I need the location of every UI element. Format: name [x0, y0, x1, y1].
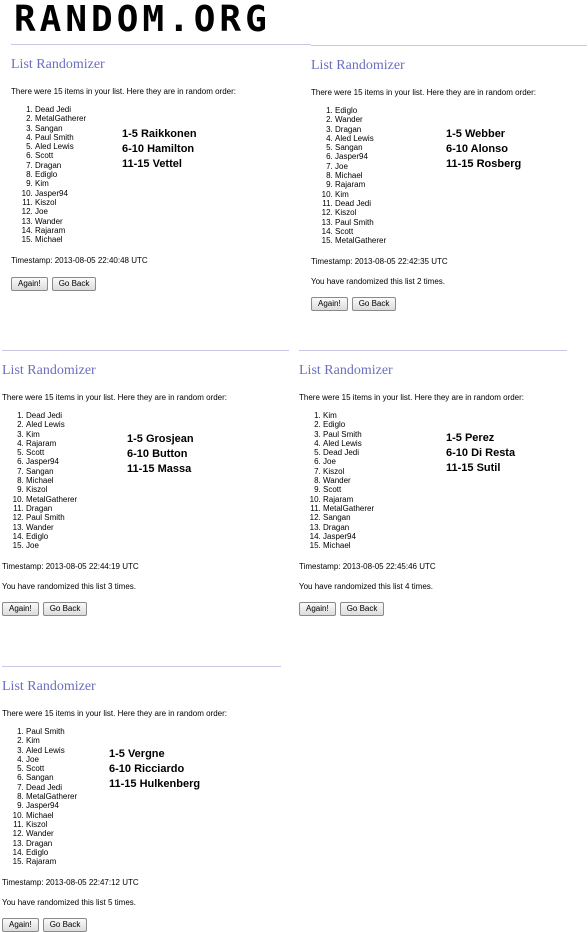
list-item: 7. Joe — [335, 162, 587, 171]
list-item: 13. Paul Smith — [335, 218, 587, 227]
randomize-count: You have randomized this list 5 times. — [2, 898, 136, 908]
list-item: 10. Rajaram — [323, 495, 567, 504]
page-title: List Randomizer — [311, 58, 405, 73]
timestamp: Timestamp: 2013-08-05 22:45:46 UTC — [299, 562, 436, 572]
list-item: 4. Joe — [26, 755, 281, 764]
list-item: 7. Dragan — [35, 161, 311, 170]
list-item: 7. Kiszol — [323, 467, 567, 476]
list-item: 11. Kiszol — [35, 198, 311, 207]
again-button[interactable]: Again! — [11, 277, 48, 291]
list-item: 8. Wander — [323, 476, 567, 485]
list-item: 13. Wander — [35, 217, 311, 226]
button-row — [299, 602, 567, 616]
annotation-drivers-4: 1-5 Perez 6-10 Di Resta 11-15 Sutil — [446, 432, 516, 474]
list-item: 14. Ediglo — [26, 848, 281, 857]
go-back-button[interactable]: Go Back — [340, 602, 385, 616]
list-item: 12. Joe — [35, 207, 311, 216]
list-item: 4. Paul Smith — [35, 133, 311, 142]
list-item: 12. Paul Smith — [26, 513, 289, 522]
list-item: 1. Kim — [323, 411, 567, 420]
page-title: List Randomizer — [2, 679, 96, 694]
randomizer-panel-4 — [299, 350, 567, 616]
randomized-list — [11, 105, 311, 244]
go-back-button[interactable]: Go Back — [352, 297, 397, 311]
intro-text: There were 15 items in your list. Here they are in random order: — [311, 88, 536, 97]
timestamp: Timestamp: 2013-08-05 22:44:19 UTC — [2, 562, 139, 572]
list-item: 1. Dead Jedi — [35, 105, 311, 114]
list-item: 4. Rajaram — [26, 439, 289, 448]
list-item: 2. Aled Lewis — [26, 420, 289, 429]
page-title: List Randomizer — [11, 57, 105, 72]
list-item: 9. Scott — [323, 485, 567, 494]
list-item: 15. MetalGatherer — [335, 236, 587, 245]
list-item: 5. Aled Lewis — [35, 142, 311, 151]
list-item: 5. Scott — [26, 764, 281, 773]
list-item: 1. Dead Jedi — [26, 411, 289, 420]
list-item: 9. Kiszol — [26, 485, 289, 494]
list-item: 6. Scott — [35, 151, 311, 160]
panel-divider — [311, 45, 587, 46]
list-item: 1. Ediglo — [335, 106, 587, 115]
randomized-list — [299, 411, 567, 550]
list-item: 2. Kim — [26, 736, 281, 745]
go-back-button[interactable]: Go Back — [52, 277, 97, 291]
timestamp: Timestamp: 2013-08-05 22:40:48 UTC — [11, 256, 148, 266]
annotation-drivers-1: 1-5 Raikkonen 6-10 Hamilton 11-15 Vettel — [122, 128, 197, 170]
list-item: 15. Michael — [323, 541, 567, 550]
button-row — [2, 918, 281, 932]
list-item: 6. Jasper94 — [26, 457, 289, 466]
panel-divider — [2, 350, 289, 351]
intro-text: There were 15 items in your list. Here they are in random order: — [11, 87, 236, 96]
list-item: 14. Ediglo — [26, 532, 289, 541]
list-item: 13. Dragan — [323, 523, 567, 532]
list-item: 3. Sangan — [35, 124, 311, 133]
page-title: List Randomizer — [299, 363, 393, 378]
list-item: 10. MetalGatherer — [26, 495, 289, 504]
list-item: 14. Rajaram — [35, 226, 311, 235]
go-back-button[interactable]: Go Back — [43, 918, 88, 932]
again-button[interactable]: Again! — [311, 297, 348, 311]
intro-text: There were 15 items in your list. Here they are in random order: — [2, 709, 227, 718]
annotation-drivers-2: 1-5 Webber 6-10 Alonso 11-15 Rosberg — [446, 128, 522, 170]
list-item: 5. Scott — [26, 448, 289, 457]
list-item: 12. Sangan — [323, 513, 567, 522]
list-item: 6. Sangan — [26, 773, 281, 782]
list-item: 3. Dragan — [335, 125, 587, 134]
panel-divider — [11, 44, 311, 45]
again-button[interactable]: Again! — [299, 602, 336, 616]
list-item: 12. Kiszol — [335, 208, 587, 217]
list-item: 15. Rajaram — [26, 857, 281, 866]
list-item: 9. Rajaram — [335, 180, 587, 189]
list-item: 2. Ediglo — [323, 420, 567, 429]
list-item: 13. Wander — [26, 523, 289, 532]
list-item: 14. Scott — [335, 227, 587, 236]
list-item: 10. Michael — [26, 811, 281, 820]
list-item: 3. Aled Lewis — [26, 746, 281, 755]
list-item: 8. MetalGatherer — [26, 792, 281, 801]
button-row — [311, 297, 587, 311]
list-item: 3. Paul Smith — [323, 430, 567, 439]
list-item: 7. Dead Jedi — [26, 783, 281, 792]
list-item: 3. Kim — [26, 430, 289, 439]
intro-text: There were 15 items in your list. Here they are in random order: — [299, 393, 524, 402]
list-item: 11. Kiszol — [26, 820, 281, 829]
list-item: 8. Ediglo — [35, 170, 311, 179]
list-item: 10. Jasper94 — [35, 189, 311, 198]
list-item: 2. Wander — [335, 115, 587, 124]
annotation-drivers-3: 1-5 Grosjean 6-10 Button 11-15 Massa — [127, 433, 194, 475]
button-row — [2, 602, 289, 616]
panel-divider — [299, 350, 567, 351]
list-item: 11. Dead Jedi — [335, 199, 587, 208]
panel-divider — [2, 666, 281, 667]
list-item: 2. MetalGatherer — [35, 114, 311, 123]
list-item: 13. Dragan — [26, 839, 281, 848]
list-item: 11. Dragan — [26, 504, 289, 513]
list-item: 12. Wander — [26, 829, 281, 838]
timestamp: Timestamp: 2013-08-05 22:42:35 UTC — [311, 257, 448, 267]
randomizer-panel-3 — [2, 350, 289, 616]
list-item: 14. Jasper94 — [323, 532, 567, 541]
again-button[interactable]: Again! — [2, 602, 39, 616]
randomizer-panel-2 — [311, 45, 587, 311]
go-back-button[interactable]: Go Back — [43, 602, 88, 616]
list-item: 8. Michael — [26, 476, 289, 485]
randomize-count: You have randomized this list 2 times. — [311, 277, 445, 287]
list-item: 6. Jasper94 — [335, 152, 587, 161]
list-item: 5. Dead Jedi — [323, 448, 567, 457]
randomize-count: You have randomized this list 4 times. — [299, 582, 433, 592]
randomize-count: You have randomized this list 3 times. — [2, 582, 136, 592]
timestamp: Timestamp: 2013-08-05 22:47:12 UTC — [2, 878, 139, 888]
random-org-logo: RANDOM.ORG — [14, 0, 271, 40]
button-row — [11, 277, 311, 291]
list-item: 9. Kim — [35, 179, 311, 188]
list-item: 15. Joe — [26, 541, 289, 550]
list-item: 15. Michael — [35, 235, 311, 244]
list-item: 1. Paul Smith — [26, 727, 281, 736]
page-title: List Randomizer — [2, 363, 96, 378]
list-item: 4. Aled Lewis — [323, 439, 567, 448]
list-item: 5. Sangan — [335, 143, 587, 152]
list-item: 11. MetalGatherer — [323, 504, 567, 513]
list-item: 6. Joe — [323, 457, 567, 466]
list-item: 9. Jasper94 — [26, 801, 281, 810]
list-item: 7. Sangan — [26, 467, 289, 476]
randomizer-panel-5 — [2, 666, 281, 932]
list-item: 10. Kim — [335, 190, 587, 199]
again-button[interactable]: Again! — [2, 918, 39, 932]
annotation-drivers-5: 1-5 Vergne 6-10 Ricciardo 11-15 Hulkenberg — [109, 748, 201, 790]
list-item: 8. Michael — [335, 171, 587, 180]
intro-text: There were 15 items in your list. Here they are in random order: — [2, 393, 227, 402]
list-item: 4. Aled Lewis — [335, 134, 587, 143]
